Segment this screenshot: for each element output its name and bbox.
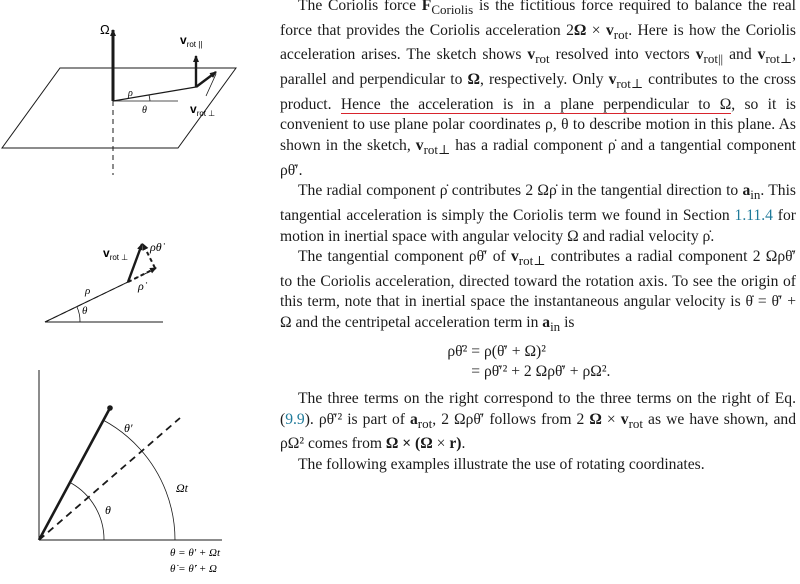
figure-velocity-decomposition [45, 240, 166, 322]
section-link[interactable]: 1.11.4 [734, 207, 773, 224]
figures-column [0, 0, 275, 579]
theta-label: θ [142, 105, 147, 116]
omega-label: Ω [100, 22, 110, 37]
rho-label: ρ [128, 88, 133, 99]
rho-dot-label: ρ̇ [138, 279, 144, 293]
figure-svg [0, 0, 275, 579]
v-rot-perp-label-2: $v_{rot \perp}$ [103, 246, 129, 262]
particle-dot [107, 405, 113, 411]
paragraph-4: The three terms on the right correspond to the three terms on the right of Eq. (9.9). ρθ̇′² is part of $a_{rot}$, 2 Ωρθ̇′ follows from 2 $\Omega \times v_{rot}$ as we have shown, and ρΩ² comes from Ω × (Ω × r). [280, 389, 796, 453]
v-rot-parallel-label: $v_{rot ||}$ [180, 33, 203, 49]
rho-line [113, 87, 196, 101]
theta-label-2: θ [82, 305, 88, 317]
equation-link[interactable]: 9.9 [285, 410, 305, 428]
theta-arc-2 [77, 307, 80, 322]
relation-eq-1: θ = θ′ + Ωt [170, 547, 221, 559]
paragraph-1: The Coriolis force $F_{Coriolis}$ is the fictitious force required to balance the real force that provides the Coriolis acceleration $2\Omega \times v_{rot}$. Here is how the Coriolis acceleration arises. The sketch shows $v_{rot}$ resolved into vectors $v_{rot||}$ and $v_{rot\perp}$, parallel and perpendicular to Ω, respectively. Only $v_{rot\perp}$ contributes to the cross product. Hence the acceleration is in a plane perpendicular to Ω, so it is convenient to use plane polar coordinates ρ, θ to describe motion in this plane. As shown in the sketch, $v_{rot\perp}$ has a radial component ρ̇ and a tangential component ρθ̇′. [280, 0, 796, 181]
rho-theta-dot-label: ρθ̇ [150, 240, 162, 254]
v-rot-perp-label: $v_{rot \perp}$ [190, 102, 216, 118]
body-text [280, 0, 796, 475]
plane-outline [2, 68, 236, 148]
position-line [39, 408, 110, 540]
figure-angle-relation [39, 370, 222, 575]
relation-eq-2: θ̇ = θ̇′ + Ω [170, 563, 218, 575]
theta-arc [149, 95, 150, 101]
f-coriolis-symbol: F [421, 0, 432, 14]
v-rot-perp-vector-2 [128, 244, 142, 282]
paragraph-3: The tangential component ρθ̇′ of $v_{rot\perp}$ contributes a radial component 2 Ωρθ̇′ to the Coriolis acceleration, directed toward the rotation axis. To see the origin of this term, note that in inertial space the instantaneous angular velocity is θ̇ = θ̇′ + Ω and the centripetal acceleration term in $a_{in}$ is [280, 248, 796, 335]
underlined-sentence: Hence the acceleration is in a plane perpendicular to Ω [340, 95, 732, 113]
omega-t-label: Ωt [176, 481, 189, 495]
paragraph-5: The following examples illustrate the use of rotating coordinates. [298, 455, 705, 473]
theta-prime-arc [103, 420, 140, 449]
v-rot-resultant-vector [196, 72, 216, 87]
omega-t-arc [140, 449, 175, 540]
rotating-frame-line [39, 418, 180, 540]
centripetal-equation: ρθ̇² = ρ(θ̇′ + Ω)² = ρθ̇′² + 2 Ωρθ̇′ + ρΩ². [447, 342, 611, 381]
paragraph-2: The radial component ρ̇ contributes 2 Ωρ̇ in the tangential direction to $a_{in}$. This tangential acceleration is simply the Coriolis term we found in Section 1.11.4 for motion in inertial space with angular velocity Ω and radial velocity ρ̇. [280, 182, 796, 245]
theta-prime-label: θ′ [124, 421, 133, 435]
figure-rotating-plane [2, 22, 236, 175]
rho-label-2: ρ [85, 285, 91, 297]
theta-arc-3 [71, 483, 104, 540]
theta-label-3: θ [105, 503, 111, 517]
